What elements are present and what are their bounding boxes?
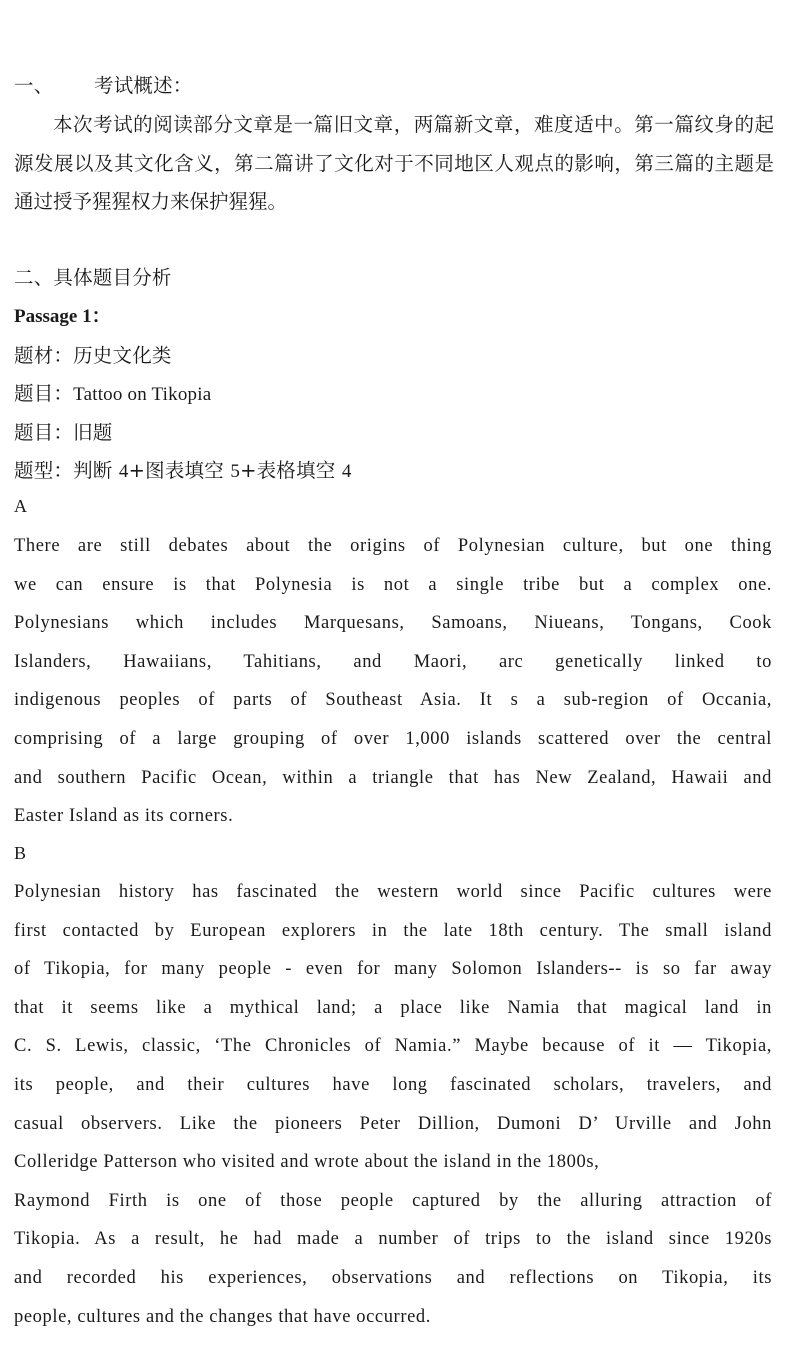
- paragraph-a-line: we can ensure is that Polynesia is not a single tribe but a complex one.: [14, 574, 772, 595]
- paragraph-b-line: Tikopia. As a result, he had made a number of trips to the island since 1920s: [14, 1229, 772, 1250]
- paragraph-a-line: comprising of a large grouping of over 1,000 islands scattered over the central: [14, 728, 772, 749]
- paragraph-b-line: people, cultures and the changes that have occurred.: [14, 1306, 431, 1327]
- section1-number: 一、: [14, 74, 54, 97]
- subject-label: 题目：: [14, 382, 74, 405]
- type-a-count: 4: [118, 461, 129, 482]
- subject-value: Tattoo on Tikopia: [73, 384, 212, 405]
- type-plus-2: +表格填空: [240, 459, 342, 482]
- paragraph-b-line: C. S. Lewis, classic, ‘The Chronicles of Namia.” Maybe because of it — Tikopia,: [14, 1036, 772, 1057]
- section1-heading: [14, 70, 193, 98]
- paragraph-b-line: casual observers. Like the pioneers Peter Dillion, Dumoni D’ Urville and John: [14, 1113, 772, 1134]
- paragraph-a-line: indigenous peoples of parts of Southeast Asia. It s a sub-region of Occania,: [14, 690, 772, 711]
- paragraph-a-line: Polynesians which includes Marquesans, Samoans, Niueans, Tongans, Cook: [14, 613, 772, 634]
- section2-heading: 二、具体题目分析: [14, 266, 172, 289]
- paragraph-b-line: its people, and their cultures have long fascinated scholars, travelers, and: [14, 1074, 772, 1095]
- paragraph-a-line: and southern Pacific Ocean, within a triangle that has New Zealand, Hawaii and: [14, 767, 772, 788]
- paragraph-a-line: There are still debates about the origins of Polynesian culture, but one thing: [14, 536, 772, 556]
- type-prefix: 题型：判断: [14, 459, 119, 482]
- paragraph-b-body: [14, 873, 772, 1336]
- status-line: 题目：旧题: [14, 421, 113, 444]
- type-c-count: 4: [341, 461, 352, 482]
- paragraph-a-line: Easter Island as its corners.: [14, 806, 234, 827]
- paragraph-a-body: [14, 527, 772, 836]
- section1-title: 考试概述：: [94, 74, 193, 97]
- paragraph-a-line: Islanders, Hawaiians, Tahitians, and Maori, arc genetically linked to: [14, 651, 772, 672]
- question-type-line: [14, 455, 352, 483]
- type-plus-1: +图表填空: [128, 459, 231, 482]
- paragraph-b-line: first contacted by European explorers in the late 18th century. The small island: [14, 920, 772, 941]
- topic-line: 题材：历史文化类: [14, 344, 172, 367]
- paragraph-b-line: of Tikopia, for many people - even for many Solomon Islanders-- is so far away: [14, 959, 772, 980]
- paragraph-a-letter: A: [14, 496, 27, 516]
- paragraph-b-line: Raymond Firth is one of those people captured by the alluring attraction of: [14, 1190, 772, 1211]
- subject-line: [14, 378, 211, 406]
- type-b-count: 5: [230, 461, 241, 482]
- paragraph-b-line: Polynesian history has fascinated the western world since Pacific cultures were: [14, 882, 772, 902]
- exam-overview-paragraph: 本次考试的阅读部分文章是一篇旧文章，两篇新文章，难度适中。第一篇纹身的起源发展以及其文化含义，第二篇讲了文化对于不同地区人观点的影响，第三篇的主题是通过授予猩猩权力来保护猩猩。: [14, 113, 774, 213]
- passage-label: Passage 1：: [14, 306, 111, 327]
- paragraph-b-letter: B: [14, 843, 27, 863]
- paragraph-b-line: and recorded his experiences, observations and reflections on Tikopia, its: [14, 1267, 772, 1288]
- paragraph-b-line: that it seems like a mythical land; a place like Namia that magical land in: [14, 997, 772, 1018]
- paragraph-b-line: Colleridge Patterson who visited and wrote about the island in the 1800s,: [14, 1152, 600, 1173]
